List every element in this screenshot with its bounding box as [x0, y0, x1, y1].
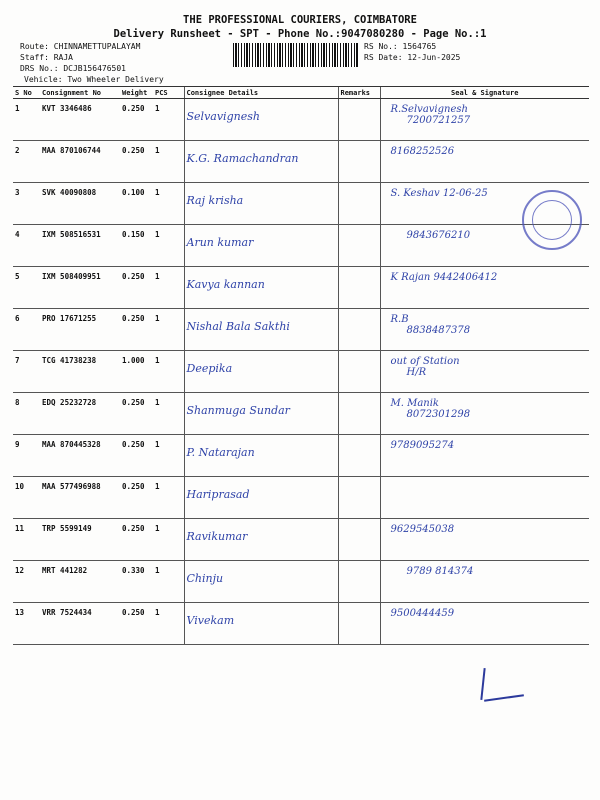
cell-signature	[380, 561, 589, 603]
cell-consignment: TRP 5599149	[40, 519, 120, 561]
cell-weight: 0.250	[120, 309, 153, 351]
cell-remarks	[338, 141, 380, 183]
cell-pcs: 1	[153, 351, 184, 393]
consignee-name-handwritten: Vivekam	[186, 614, 235, 627]
cell-remarks	[338, 183, 380, 225]
cell-pcs: 1	[153, 141, 184, 183]
signature-handwritten: 9843676210	[406, 230, 471, 241]
vehicle-label: Vehicle: Two Wheeler Delivery	[24, 75, 164, 84]
cell-weight: 0.250	[120, 99, 153, 141]
table-row	[13, 309, 589, 351]
cell-consignee	[184, 393, 338, 435]
cell-remarks	[338, 267, 380, 309]
drs-number: DRS No.: DCJB156476501	[20, 64, 126, 73]
pen-stroke-mark	[484, 694, 524, 702]
cell-consignee	[184, 225, 338, 267]
pen-stroke-mark	[480, 668, 485, 700]
col-header-weight: Weight	[120, 87, 153, 99]
table-row	[13, 561, 589, 603]
cell-consignee	[184, 99, 338, 141]
staff-label: Staff: RAJA	[20, 53, 73, 62]
cell-pcs: 1	[153, 225, 184, 267]
col-header-signature: Seal & Signature	[380, 87, 589, 99]
cell-pcs: 1	[153, 477, 184, 519]
cell-weight: 0.150	[120, 225, 153, 267]
cell-signature	[380, 393, 589, 435]
signature-handwritten: 9789 814374	[406, 566, 474, 577]
cell-sno: 3	[13, 183, 40, 225]
cell-sno: 8	[13, 393, 40, 435]
signature-handwritten: out of Station	[390, 356, 460, 367]
cell-remarks	[338, 393, 380, 435]
cell-consignee	[184, 435, 338, 477]
table-row	[13, 183, 589, 225]
cell-consignment: MAA 870445328	[40, 435, 120, 477]
cell-consignment: PRO 17671255	[40, 309, 120, 351]
runsheet-title: Delivery Runsheet - SPT - Phone No.:9047080280 - Page No.:1	[113, 28, 487, 40]
table-row	[13, 141, 589, 183]
signature-handwritten: R.Selvavignesh	[390, 104, 468, 115]
cell-consignment: IXM 508516531	[40, 225, 120, 267]
table-row	[13, 435, 589, 477]
table-row	[13, 393, 589, 435]
cell-weight: 0.330	[120, 561, 153, 603]
consignee-name-handwritten: Chinju	[186, 572, 224, 585]
cell-sno: 10	[13, 477, 40, 519]
cell-sno: 7	[13, 351, 40, 393]
consignee-name-handwritten: Arun kumar	[186, 236, 254, 249]
cell-remarks	[338, 519, 380, 561]
signature-handwritten: 8838487378	[406, 325, 471, 336]
cell-consignment: MAA 577496988	[40, 477, 120, 519]
table-row	[13, 225, 589, 267]
cell-pcs: 1	[153, 561, 184, 603]
table-row	[13, 99, 589, 141]
signature-handwritten: 9629545038	[390, 524, 455, 535]
cell-consignee	[184, 351, 338, 393]
cell-consignee	[184, 183, 338, 225]
col-header-consignee: Consignee Details	[184, 87, 338, 99]
cell-weight: 0.250	[120, 267, 153, 309]
table-row	[13, 477, 589, 519]
cell-weight: 0.250	[120, 141, 153, 183]
cell-pcs: 1	[153, 393, 184, 435]
cell-consignee	[184, 477, 338, 519]
cell-remarks	[338, 309, 380, 351]
cell-weight: 0.100	[120, 183, 153, 225]
cell-weight: 0.250	[120, 435, 153, 477]
signature-handwritten: 9500444459	[390, 608, 455, 619]
signature-handwritten: H/R	[406, 367, 427, 378]
cell-sno: 2	[13, 141, 40, 183]
cell-sno: 4	[13, 225, 40, 267]
cell-signature	[380, 603, 589, 645]
signature-handwritten: M. Manik	[390, 398, 439, 409]
cell-signature	[380, 435, 589, 477]
rs-date: RS Date: 12-Jun-2025	[364, 53, 461, 62]
cell-sno: 12	[13, 561, 40, 603]
cell-pcs: 1	[153, 267, 184, 309]
consignee-name-handwritten: Nishal Bala Sakthi	[186, 320, 290, 333]
barcode-image	[233, 43, 358, 67]
cell-sno: 6	[13, 309, 40, 351]
signature-handwritten: S. Keshav 12-06-25	[390, 188, 488, 199]
consignee-name-handwritten: Ravikumar	[186, 530, 248, 543]
cell-signature	[380, 141, 589, 183]
cell-consignee	[184, 519, 338, 561]
consignee-name-handwritten: Raj krisha	[186, 194, 244, 207]
cell-weight: 0.250	[120, 477, 153, 519]
cell-consignment: SVK 40090808	[40, 183, 120, 225]
col-header-pcs: PCS	[153, 87, 184, 99]
cell-remarks	[338, 603, 380, 645]
cell-consignment: IXM 508409951	[40, 267, 120, 309]
consignee-name-handwritten: Shanmuga Sundar	[186, 404, 290, 417]
cell-consignment: EDQ 25232728	[40, 393, 120, 435]
cell-weight: 0.250	[120, 603, 153, 645]
cell-weight: 0.250	[120, 393, 153, 435]
cell-remarks	[338, 225, 380, 267]
cell-signature	[380, 309, 589, 351]
col-header-remarks: Remarks	[338, 87, 380, 99]
cell-pcs: 1	[153, 309, 184, 351]
signature-handwritten: 8072301298	[406, 409, 471, 420]
cell-consignee	[184, 561, 338, 603]
runsheet-table	[13, 86, 589, 645]
rs-number: RS No.: 1564765	[364, 42, 437, 51]
signature-handwritten: K Rajan 9442406412	[390, 272, 498, 283]
col-header-sno: S No	[13, 87, 40, 99]
signature-handwritten: 8168252526	[390, 146, 455, 157]
consignee-name-handwritten: Kavya kannan	[186, 278, 265, 291]
cell-signature	[380, 477, 589, 519]
cell-consignment: VRR 7524434	[40, 603, 120, 645]
delivery-stamp-seal	[522, 190, 582, 250]
cell-signature	[380, 267, 589, 309]
consignee-name-handwritten: K.G. Ramachandran	[186, 152, 299, 165]
cell-remarks	[338, 561, 380, 603]
cell-signature	[380, 519, 589, 561]
cell-sno: 13	[13, 603, 40, 645]
cell-consignment: TCG 41738238	[40, 351, 120, 393]
consignee-name-handwritten: Selvavignesh	[186, 110, 260, 123]
cell-remarks	[338, 435, 380, 477]
cell-pcs: 1	[153, 603, 184, 645]
cell-consignment: MRT 441282	[40, 561, 120, 603]
cell-pcs: 1	[153, 519, 184, 561]
cell-remarks	[338, 351, 380, 393]
cell-consignee	[184, 309, 338, 351]
cell-consignee	[184, 141, 338, 183]
signature-handwritten: 7200721257	[406, 115, 471, 126]
cell-consignment: KVT 3346486	[40, 99, 120, 141]
company-title: THE PROFESSIONAL COURIERS, COIMBATORE	[183, 14, 417, 26]
col-header-consignment: Consignment No	[40, 87, 120, 99]
cell-sno: 9	[13, 435, 40, 477]
cell-remarks	[338, 99, 380, 141]
cell-sno: 5	[13, 267, 40, 309]
cell-pcs: 1	[153, 99, 184, 141]
cell-consignee	[184, 603, 338, 645]
cell-signature	[380, 351, 589, 393]
table-row	[13, 519, 589, 561]
cell-remarks	[338, 477, 380, 519]
table-row	[13, 603, 589, 645]
cell-pcs: 1	[153, 183, 184, 225]
cell-pcs: 1	[153, 435, 184, 477]
route-label: Route: CHINNAMETTUPALAYAM	[20, 42, 141, 51]
consignee-name-handwritten: P. Natarajan	[186, 446, 255, 459]
cell-consignee	[184, 267, 338, 309]
consignee-name-handwritten: Deepika	[186, 362, 233, 375]
cell-consignment: MAA 870106744	[40, 141, 120, 183]
cell-sno: 11	[13, 519, 40, 561]
signature-handwritten: 9789095274	[390, 440, 455, 451]
cell-weight: 1.000	[120, 351, 153, 393]
cell-sno: 1	[13, 99, 40, 141]
table-row	[13, 267, 589, 309]
consignee-name-handwritten: Hariprasad	[186, 488, 250, 501]
table-row	[13, 351, 589, 393]
signature-handwritten: R.B	[390, 314, 409, 325]
cell-weight: 0.250	[120, 519, 153, 561]
cell-signature	[380, 99, 589, 141]
table-header-row	[13, 87, 589, 99]
